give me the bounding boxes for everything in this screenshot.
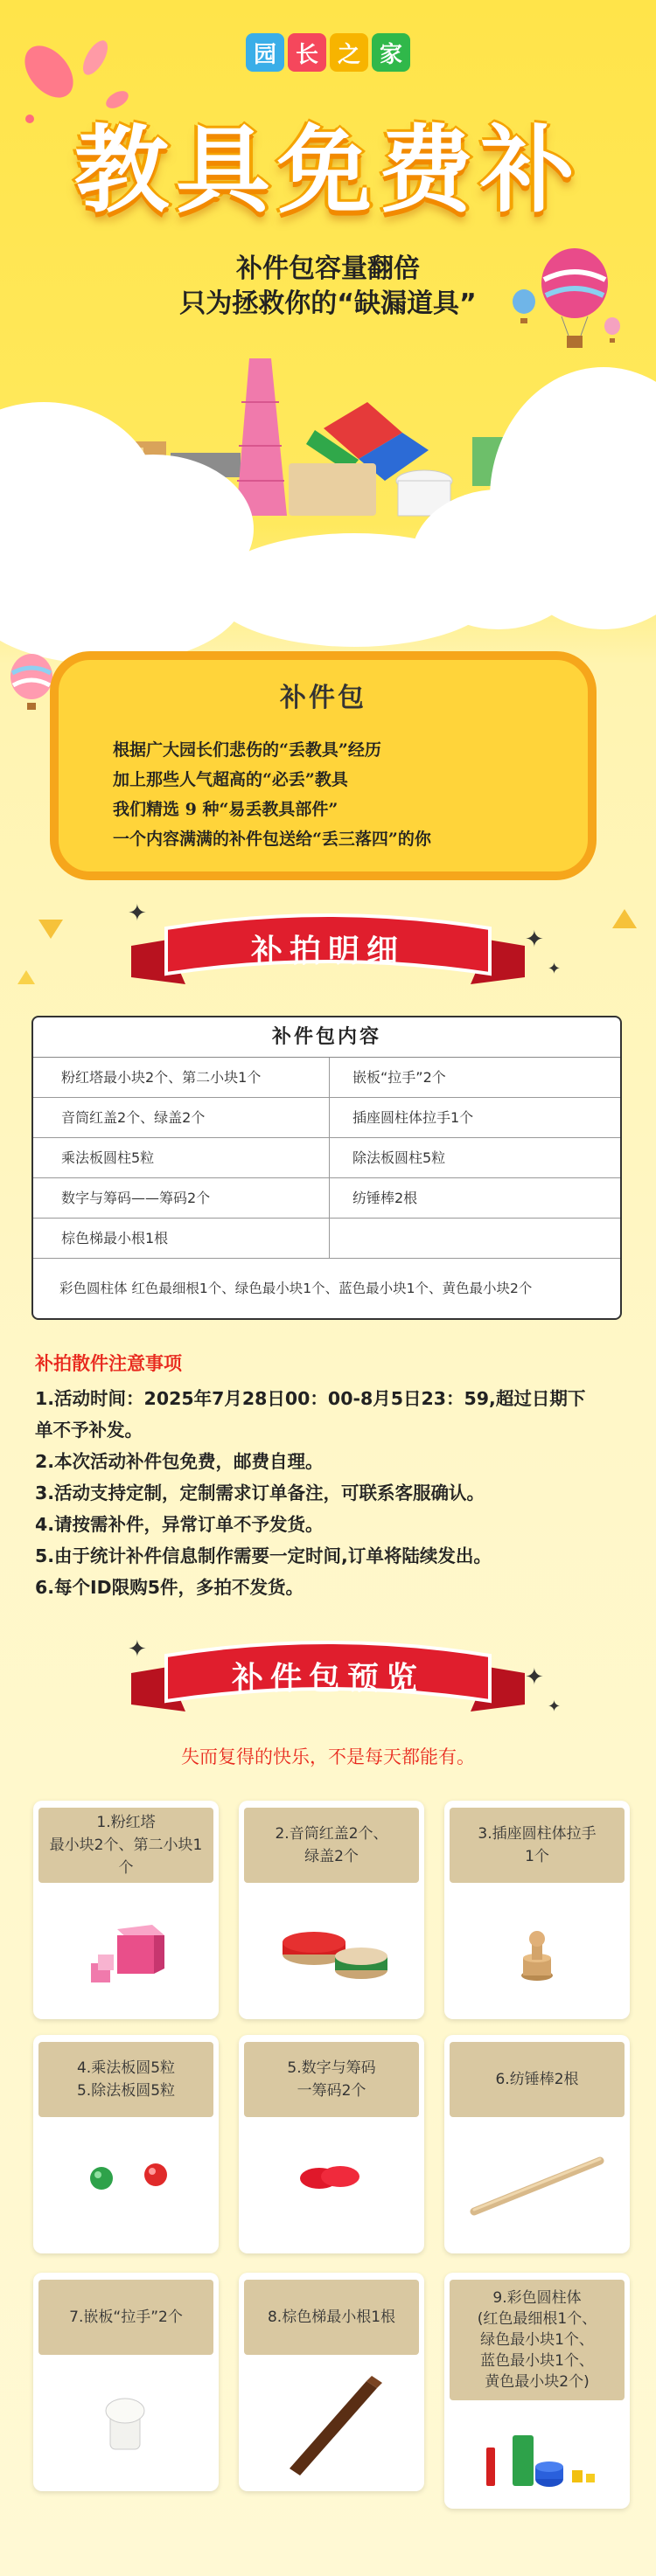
cloud-decoration [210,533,499,647]
product-label: 7.嵌板“拉手”2个 [69,2309,183,2326]
subheadline-2: 只为拯救你的“缺漏道具” [179,288,477,319]
brand-logo [0,33,656,72]
note-item: 2.本次活动补件包免费，邮费自理。 [35,1451,324,1472]
product-card [444,2035,630,2253]
table-cell: 乘法板圆柱5粒 [61,1149,155,1166]
brand-char: 之 [330,33,368,72]
sound-cylinder-lids-icon [239,1890,424,2019]
note-item: 单不予补发。 [35,1420,143,1441]
product-label: 6.纺锤棒2根 [495,2071,579,2088]
product-label: 3.插座圆柱体拉手 1个 [478,1825,597,1865]
headline: 教具免费补 [73,116,582,226]
beads-icon [33,2124,219,2253]
brand-char: 家 [372,33,410,72]
note-item: 6.每个ID限购5件，多拍不发货。 [35,1577,304,1598]
note-item: 3.活动支持定制，定制需求订单备注，可联系客服确认。 [35,1482,485,1503]
product-label: 5.数字与筹码 一筹码2个 [287,2059,376,2100]
sparkle-icon: ✦ [128,900,147,927]
section-ribbon-label: 补拍明细 [250,934,405,969]
product-label: 1.粉红塔 最小块2个、第二小块1个 [49,1814,203,1877]
table-cell: 纺锤棒2根 [329,1178,620,1218]
triangle-decoration [612,909,637,928]
tagline: 失而复得的快乐，不是每天都能有。 [181,1746,475,1767]
white-knob-icon [33,2362,219,2491]
table-row [33,1058,620,1098]
product-label: 9.彩色圆柱体 (红色最细根1个、 绿色最小块1个、 蓝色最小块1个、 黄色最小块2个) [477,2289,597,2391]
sparkle-icon: ✦ [548,1698,562,1716]
product-card [239,2035,424,2253]
info-card-line: 加上那些人气超高的“必丢”教具 [113,770,348,789]
product-label: 2.音筒红盖2个、 绿盖2个 [275,1825,388,1865]
sparkle-icon: ✦ [548,960,562,978]
contents-table [31,1016,622,1320]
note-item: 4.请按需补件，异常订单不予发货。 [35,1514,324,1535]
sparkle-icon: ✦ [525,1664,544,1691]
product-card [33,2035,219,2253]
note-item: 5.由于统计补件信息制作需要一定时间,订单将陆续发出。 [35,1545,492,1566]
table-cell: 嵌板“拉手”2个 [329,1058,620,1097]
triangle-decoration [17,970,35,984]
section-ribbon-label: 补件包预览 [231,1661,424,1697]
small-balloon-icon [509,288,539,329]
sparkle-icon: ✦ [525,927,544,953]
info-card-line: 我们精选 9 种“易丢教具部件” [113,800,338,819]
info-card-title: 补件包 [280,683,366,713]
product-card [239,2273,424,2491]
notes-title: 补拍散件注意事项 [35,1353,182,1374]
product-label: 8.棕色梯最小根1根 [267,2309,396,2326]
section-ribbon [131,1638,525,1717]
section-ribbon [131,911,525,989]
table-row [33,1219,620,1259]
product-card [239,1801,424,2019]
product-label: 4.乘法板圆5粒 5.除法板圆5粒 [76,2059,176,2100]
product-card [33,1801,219,2019]
info-card-line: 根据广大园长们悲伤的“丢教具”经历 [113,740,381,760]
pink-tower-cubes-icon [33,1890,219,2019]
table-header: 补件包内容 [33,1017,620,1058]
note-item: 1.活动时间：2025年7月28日00：00-8月5日23：59,超过日期下 [35,1388,586,1409]
brand-char: 园 [246,33,284,72]
table-cell: 粉红塔最小块2个、第二小块1个 [61,1069,262,1086]
knob-handle-icon [444,1890,630,2019]
info-card-line: 一个内容满满的补件包送给“丢三落四”的你 [113,830,431,849]
table-row [33,1138,620,1178]
table-cell: 音筒红盖2个、绿盖2个 [61,1109,206,1126]
notes-section [35,1350,630,1603]
subheadline-1: 补件包容量翻倍 [236,253,420,284]
table-cell [329,1219,620,1258]
table-cell: 插座圆柱体拉手1个 [329,1098,620,1137]
red-counters-icon [239,2124,424,2253]
table-row [33,1098,620,1138]
table-row [33,1178,620,1219]
product-card [444,1801,630,2019]
product-card [444,2273,630,2509]
table-cell: 数字与筹码——筹码2个 [61,1190,211,1206]
info-card [50,651,597,880]
spindle-stick-icon [444,2124,630,2253]
table-cell: 棕色梯最小根1根 [61,1230,169,1246]
product-card [33,2273,219,2491]
sparkle-icon: ✦ [128,1636,147,1663]
table-cell: 除法板圆柱5粒 [329,1138,620,1177]
brand-char: 长 [288,33,326,72]
colored-cylinders-icon [444,2404,630,2509]
small-balloon-icon [602,316,623,346]
table-row-full: 彩色圆柱体 红色最细根1个、绿色最小块1个、蓝色最小块1个、黄色最小块2个 [59,1281,533,1296]
triangle-decoration [38,920,63,939]
brown-stick-icon [239,2362,424,2491]
